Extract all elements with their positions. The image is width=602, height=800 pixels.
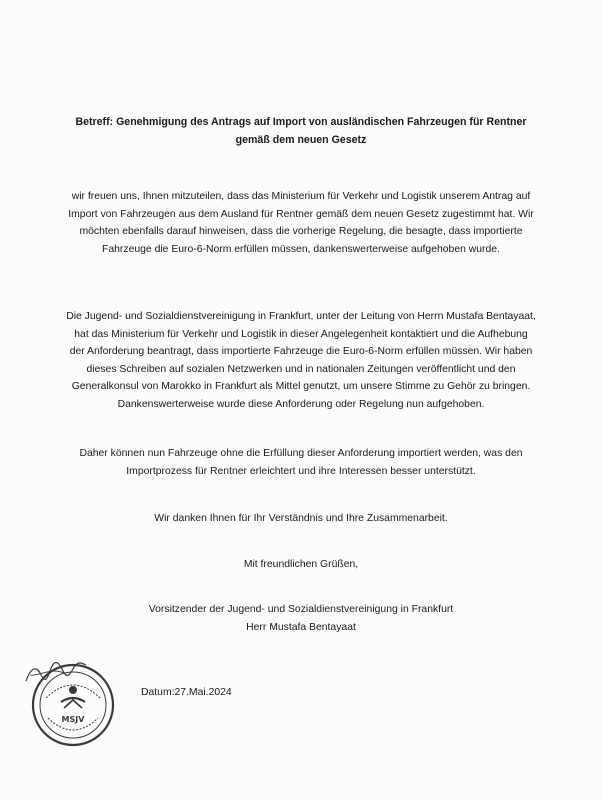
closing-greeting: Mit freundlichen Grüßen, bbox=[243, 559, 359, 570]
paragraph-consequence: Daher können nun Fahrzeuge ohne die Erfüllung dieser Anforderung importiert werden, was den Importprozess für Rentner erleichtert und ihre Interessen besser unterstützt. bbox=[79, 448, 523, 477]
association-seal bbox=[28, 660, 118, 750]
paragraph-association: Die Jugend- und Sozialdienstvereinigung in Frankfurt, unter der Leitung von Herrn Mustafa Bentayaat, hat das Ministerium für Verkehr und Logistik in dieser Angelegenheit kontaktiert und die Aufhebung der Anforderung beantragt, dass importierte Fahrzeuge die Euro-6-Norm erfüllen müssen. Wir haben dieses Schreiben auf sozialen Netzwerken und in nationalen Zeitungen veröffentlicht und den Generalkonsul von Marokko in Frankfurt als Mittel genutzt, um unsere Stimme zu Gehör zu bringen. Dankenswerterweise wurde diese Anforderung oder Regelung nun aufgehoben. bbox=[66, 311, 536, 410]
letter-date: Datum:27.Mai.2024 bbox=[141, 687, 232, 698]
paragraph-approval: wir freuen uns, Ihnen mitzuteilen, dass das Ministerium für Verkehr und Logistik unserem Antrag auf Import von Fahrzeugen aus dem Ausland für Rentner gemäß dem neuen Gesetz zugestimmt hat. Wir möchten ebenfalls darauf hinweisen, dass die vorherige Regelung, die besagte, dass importierte Fahrzeuge die Euro-6-Norm erfüllen müssen, dankenswerterweise aufgehoben wurde. bbox=[68, 191, 534, 255]
sender-name: Herr Mustafa Bentayaat bbox=[246, 622, 356, 633]
sender-title: Vorsitzender der Jugend- und Sozialdienstvereinigung in Frankfurt bbox=[148, 604, 454, 615]
paragraph-thanks: Wir danken Ihnen für Ihr Verständnis und Ihre Zusammenarbeit. bbox=[154, 513, 448, 524]
seal-initials: MSJV bbox=[61, 715, 85, 724]
letter-subject: Betreff: Genehmigung des Antrags auf Import von ausländischen Fahrzeugen für Rentner gemäß dem neuen Gesetz bbox=[75, 116, 527, 146]
